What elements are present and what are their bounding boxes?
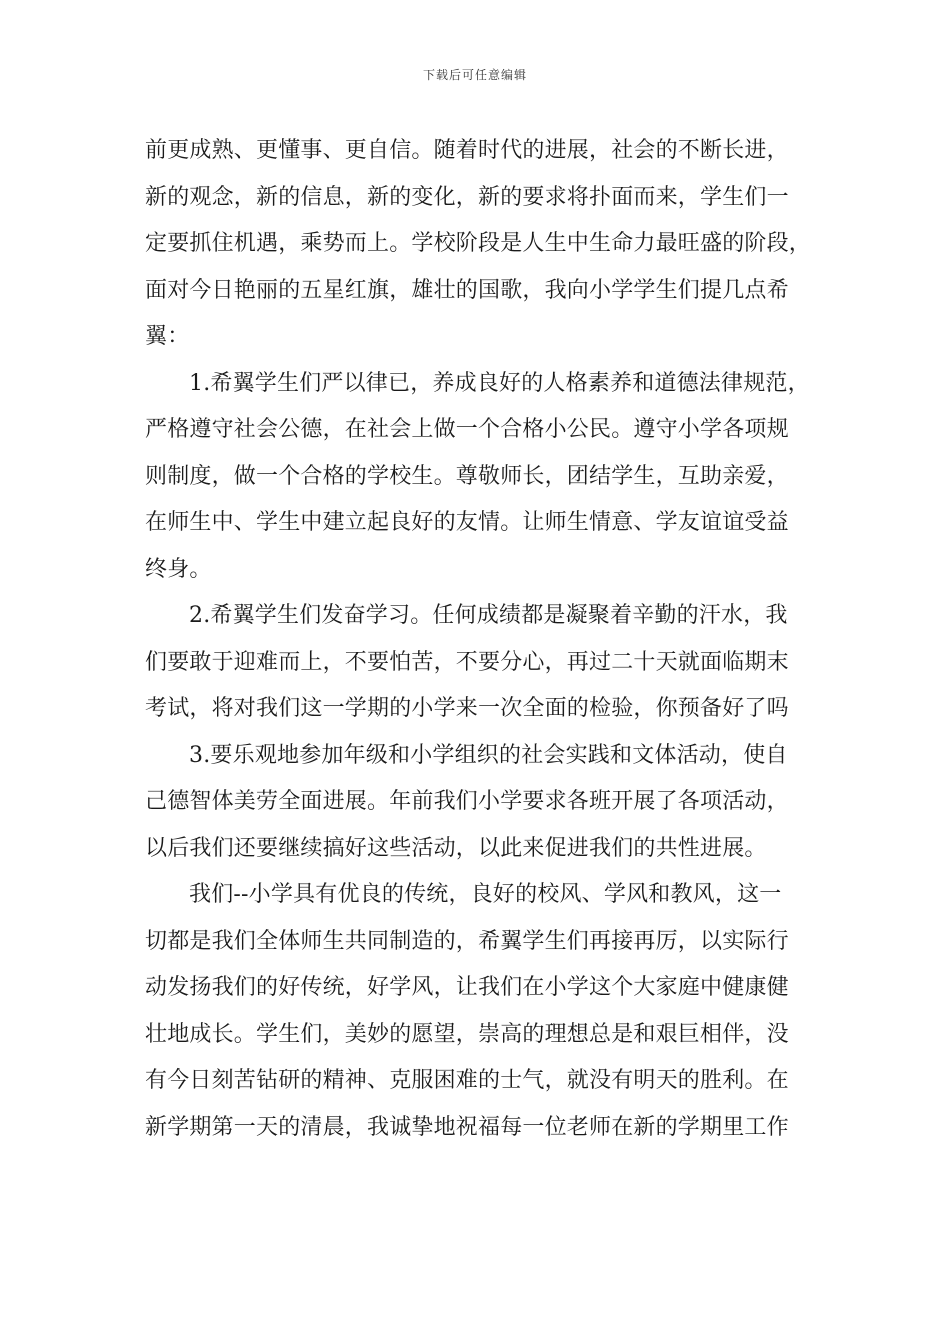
text-line: 有今日刻苦钻研的精神、克服困难的士气，就没有明天的胜利。在 <box>145 1068 789 1093</box>
text-line: 则制度，做一个合格的学校生。尊敬师长，团结学生，互助亲爱， <box>145 463 789 489</box>
text-line: 在师生中、学生中建立起良好的友情。让师生情意、学友谊谊受益 <box>145 510 789 535</box>
paragraph-start-line: 2.希翼学生们发奋学习。任何成绩都是凝聚着辛勤的汗水，我 <box>189 603 788 628</box>
text-line: 己德智体美劳全面进展。年前我们小学要求各班开展了各项活动， <box>145 789 789 814</box>
page-header-note: 下载后可任意编辑 <box>422 68 527 82</box>
text-line: 们要敢于迎难而上，不要怕苦，不要分心，再过二十天就面临期末 <box>145 649 789 675</box>
document-body <box>145 131 810 1154</box>
paragraph-start-line: 我们--小学具有优良的传统，良好的校风、学风和教风，这一 <box>189 882 782 907</box>
text-line: 壮地成长。学生们，美妙的愿望，崇高的理想总是和艰巨相伴，没 <box>145 1021 789 1047</box>
paragraph-start-line: 1.希翼学生们严以律已，养成良好的人格素养和道德法律规范， <box>189 370 810 396</box>
text-line: 前更成熟、更懂事、更自信。随着时代的进展，社会的不断长进， <box>145 138 789 163</box>
text-line: 以后我们还要继续搞好这些活动，以此来促进我们的共性进展。 <box>145 835 767 861</box>
text-line: 考试，将对我们这一学期的小学来一次全面的检验，你预备好了吗 <box>145 696 789 721</box>
text-line: 动发扬我们的好传统，好学风，让我们在小学这个大家庭中健康健 <box>145 975 789 1000</box>
text-line: 翼： <box>145 324 190 349</box>
text-line: 面对今日艳丽的五星红旗，雄壮的国歌，我向小学学生们提几点希 <box>145 277 789 303</box>
text-line: 严格遵守社会公德，在社会上做一个合格小公民。遵守小学各项规 <box>145 417 789 442</box>
text-line: 终身。 <box>145 556 212 582</box>
paragraph-start-line: 3.要乐观地参加年级和小学组织的社会实践和文体活动，使自 <box>189 742 788 768</box>
text-line: 新的观念，新的信息，新的变化，新的要求将扑面而来，学生们一 <box>145 184 789 210</box>
text-line: 切都是我们全体师生共同制造的，希翼学生们再接再厉，以实际行 <box>145 928 789 954</box>
text-line: 新学期第一天的清晨，我诚挚地祝福每一位老师在新的学期里工作 <box>145 1114 789 1140</box>
text-line: 定要抓住机遇，乘势而上。学校阶段是人生中生命力最旺盛的阶段， <box>145 231 812 256</box>
